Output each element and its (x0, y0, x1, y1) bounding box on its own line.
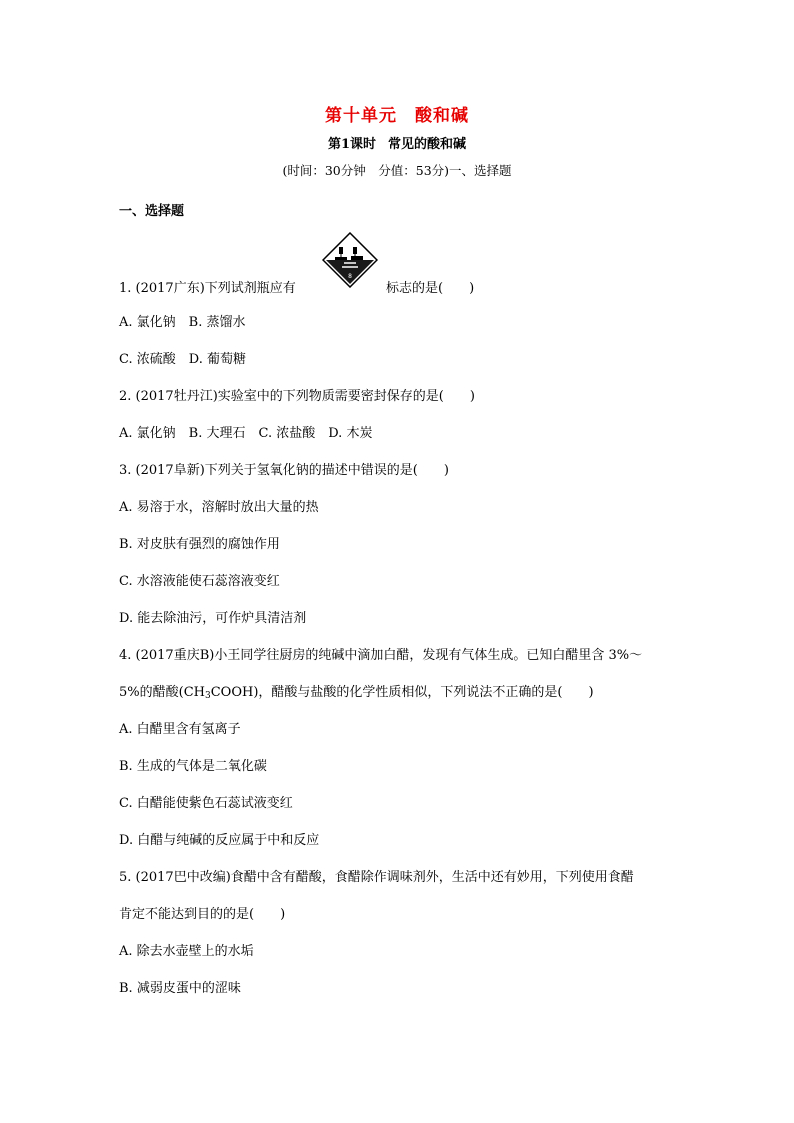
q3-option-a: A. 易溶于水，溶解时放出大量的热 (119, 500, 319, 515)
q5-option-b: B. 减弱皮蛋中的涩味 (119, 981, 241, 996)
q3-option-c: C. 水溶液能使石蕊溶液变红 (119, 574, 280, 589)
q1-options-ab: A. 氯化钠 B. 蒸馏水 (119, 315, 246, 330)
q4-option-d: D. 白醋与纯碱的反应属于中和反应 (119, 833, 320, 848)
lesson-number: 第1课时 (327, 137, 377, 152)
q4-option-a: A. 白醋里含有氢离子 (119, 722, 241, 737)
formula-subscript: 3 (204, 691, 211, 701)
q1-stem-tail: 标志的是( ) (386, 281, 475, 296)
q4-stem-line1: 4. (2017重庆B)小王同学往厨房的纯碱中滴加白醋，发现有气体生成。已知白醋里含 3%～ (119, 648, 643, 663)
q3-stem: 3. (2017阜新)下列关于氢氧化钠的描述中错误的是( ) (119, 463, 449, 478)
unit-title (0, 101, 794, 126)
q1-options-cd: C. 浓硫酸 D. 葡萄糖 (119, 352, 246, 367)
q5-stem-line2: 肯定不能达到目的的是( ) (119, 907, 286, 922)
q4-stem-line2-start: 5%的醋酸(CH (119, 685, 205, 700)
q2-options: A. 氯化钠 B. 大理石 C. 浓盐酸 D. 木炭 (119, 426, 373, 441)
lesson-name: 常见的酸和碱 (388, 137, 467, 152)
q4-option-b: B. 生成的气体是二氧化碳 (119, 759, 267, 774)
corrosive-hazard-icon (322, 232, 378, 288)
unit-number: 第十单元 (325, 106, 397, 126)
q1-stem: 1. (2017广东)下列试剂瓶应有 (119, 281, 296, 296)
q4-stem-line2-end: COOH)，醋酸与盐酸的化学性质相似，下列说法不正确的是( ) (210, 685, 594, 700)
lesson-title (0, 133, 794, 152)
q4-stem-line2 (119, 681, 594, 701)
q5-stem-line1: 5. (2017巴中改编)食醋中含有醋酸，食醋除作调味剂外，生活中还有妙用，下列使用食醋 (119, 870, 634, 885)
svg-text:8: 8 (348, 273, 352, 280)
q3-option-d: D. 能去除油污，可作炉具清洁剂 (119, 611, 307, 626)
q4-option-c: C. 白醋能使紫色石蕊试液变红 (119, 796, 293, 811)
time-score-info: (时间：30分钟 分值：53分)一、选择题 (282, 163, 512, 178)
q5-option-a: A. 除去水壶壁上的水垢 (119, 944, 254, 959)
q3-option-b: B. 对皮肤有强烈的腐蚀作用 (119, 537, 280, 552)
unit-name: 酸和碱 (415, 106, 469, 126)
section-heading: 一、选择题 (119, 204, 185, 219)
q2-stem: 2. (2017牡丹江)实验室中的下列物质需要密封保存的是( ) (119, 389, 475, 404)
